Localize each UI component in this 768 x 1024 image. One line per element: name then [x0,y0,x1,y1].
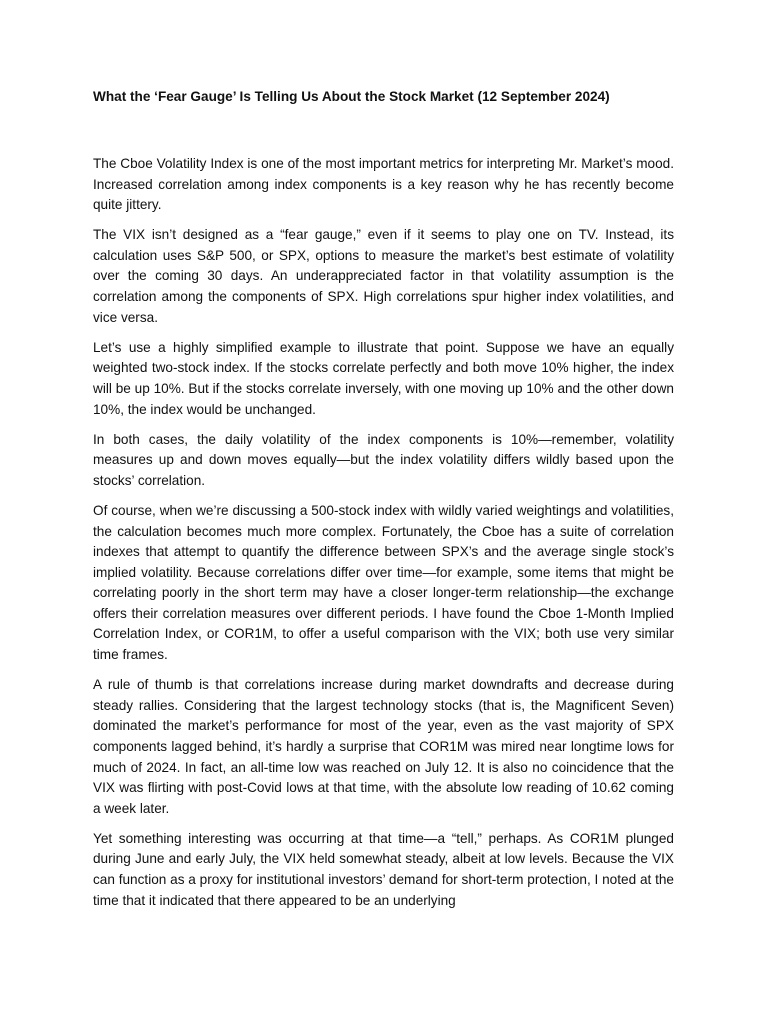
paragraph-5: Of course, when we’re discussing a 500-stock index with wildly varied weightings and volatilities, the calculation becomes much more complex. Fortunately, the Cboe has a suite of correlation indexes that attempt to quantify the difference between SPX’s and the average single stock’s implied volatility. Because correlations differ over time—for example, some items that might be correlating poorly in the short term may have a closer longer-term relationship—the exchange offers their correlation measures over different periods. I have found the Cboe 1-Month Implied Correlation Index, or COR1M, to offer a useful comparison with the VIX; both use very similar time frames. [93,502,674,663]
paragraph-1: The Cboe Volatility Index is one of the most important metrics for interpreting Mr. Market’s mood. Increased correlation among index components is a key reason why he has recently become quite jittery. [93,156,674,213]
document-page [93,88,674,921]
document-title: What the ‘Fear Gauge’ Is Telling Us About the Stock Market (12 September 2024) [93,89,610,104]
paragraph-2: The VIX isn’t designed as a “fear gauge,” even if it seems to play one on TV. Instead, its calculation uses S&P 500, or SPX, options to measure the market’s best estimate of volatility over the coming 30 days. An underappreciated factor in that volatility assumption is the correlation among the components of SPX. High correlations spur higher index volatilities, and vice versa. [93,227,674,325]
paragraph-4: In both cases, the daily volatility of the index components is 10%—remember, volatility measures up and down moves equally—but the index volatility differs wildly based upon the stocks’ correlation. [93,431,674,488]
paragraph-6: A rule of thumb is that correlations increase during market downdrafts and decrease during steady rallies. Considering that the largest technology stocks (that is, the Magnificent Seven) dominated the market’s performance for most of the year, even as the vast majority of SPX components lagged behind, it’s hardly a surprise that COR1M was mired near longtime lows for much of 2024. In fact, an all-time low was reached on July 12. It is also no coincidence that the VIX was flirting with post-Covid lows at that time, with the absolute low reading of 10.62 coming a week later. [93,677,674,816]
paragraph-3: Let’s use a highly simplified example to illustrate that point. Suppose we have an equally weighted two-stock index. If the stocks correlate perfectly and both move 10% higher, the index will be up 10%. But if the stocks correlate inversely, with one moving up 10% and the other down 10%, the index would be unchanged. [93,339,674,417]
paragraph-7: Yet something interesting was occurring at that time—a “tell,” perhaps. As COR1M plunged during June and early July, the VIX held somewhat steady, albeit at low levels. Because the VIX can function as a proxy for institutional investors’ demand for short-term protection, I noted at the time that it indicated that there appeared to be an underlying [93,830,674,908]
